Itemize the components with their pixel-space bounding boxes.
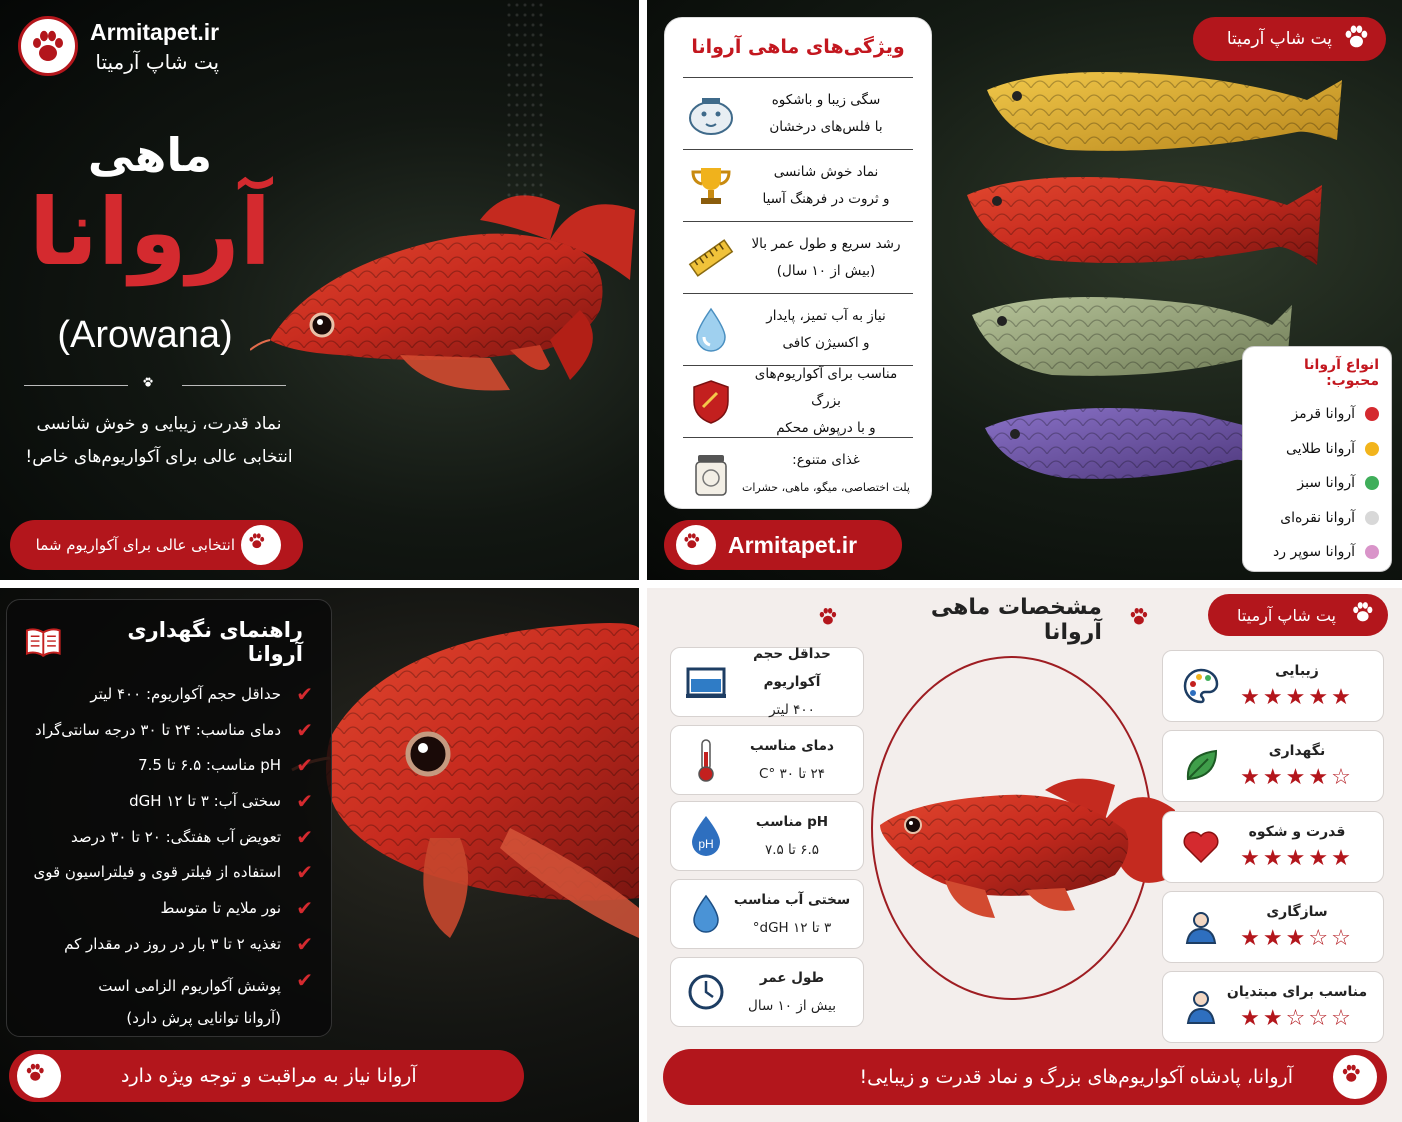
color-dot xyxy=(1365,442,1379,456)
specs-panel xyxy=(647,588,1402,1122)
ph-drop-icon xyxy=(681,814,731,858)
feature-line-1: نماد خوش شانسی xyxy=(773,163,879,180)
features-title: ویژگی‌های ماهی آروانا xyxy=(683,36,913,78)
guide-item-text: پوشش آکواریوم الزامی است xyxy=(98,976,281,995)
color-dot xyxy=(1365,511,1379,525)
color-dot xyxy=(1365,476,1379,490)
rating-label: قدرت و شکوه xyxy=(1248,823,1346,840)
palette-icon xyxy=(1177,667,1225,705)
guide-item-note: (آروانا توانایی پرش دارد) xyxy=(126,1008,281,1027)
care-pill-text: آروانا نیاز به مراقبت و توجه ویژه دارد xyxy=(121,1065,417,1087)
shop-name: پت شاپ آرمیتا xyxy=(1226,29,1332,49)
paw-icon xyxy=(817,605,846,635)
guide-item-text: تعویض آب هفتگی: ۲۰ تا ۳۰ درصد xyxy=(70,827,281,846)
spec-card xyxy=(670,879,864,949)
star-filled-icon: ★ xyxy=(1262,684,1286,710)
star-rating xyxy=(1225,846,1369,871)
feature-line-1: مناسب برای آکواریوم‌های بزرگ xyxy=(754,366,898,409)
title-latin: (Arowana) xyxy=(57,314,233,356)
heart-icon xyxy=(1177,830,1225,864)
feature-item xyxy=(683,366,913,438)
rating-card xyxy=(1162,730,1384,802)
shield-icon xyxy=(683,379,739,425)
aquarium-icon xyxy=(681,665,731,699)
star-empty-icon: ☆ xyxy=(1308,925,1332,951)
feature-line-2: با فلس‌های درخشان xyxy=(769,118,883,135)
variety-item xyxy=(1255,466,1379,501)
star-rating xyxy=(1225,765,1369,790)
book-icon xyxy=(25,627,62,657)
check-icon: ✔ xyxy=(296,824,313,849)
feature-item xyxy=(683,294,913,366)
shop-pill[interactable] xyxy=(1193,17,1386,61)
paw-icon xyxy=(1342,22,1376,56)
check-icon: ✔ xyxy=(296,931,313,956)
varieties-title: انواع آروانا محبوب: xyxy=(1304,357,1379,389)
feature-line-2: و با درپوش محکم xyxy=(776,420,876,436)
water-hardness-icon xyxy=(681,894,731,934)
feature-line-1: غذای متنوع: xyxy=(792,452,860,468)
water-drop-icon xyxy=(683,307,739,353)
cta-pill[interactable] xyxy=(10,520,303,570)
star-filled-icon: ★ xyxy=(1331,684,1354,710)
feature-line-1: نیاز به آب تمیز، پایدار xyxy=(766,307,886,324)
feature-item xyxy=(683,438,913,510)
star-filled-icon: ★ xyxy=(1285,764,1309,790)
guide-item xyxy=(25,717,313,756)
ruler-icon xyxy=(683,235,739,281)
bubbles-decoration xyxy=(505,0,545,200)
feature-item xyxy=(683,222,913,294)
shop-name: پت شاپ آرمیتا xyxy=(95,49,220,74)
fish-scale-icon xyxy=(683,92,739,136)
feature-line-2: و اکسیژن کافی xyxy=(782,334,870,351)
arowana-fish-image xyxy=(250,180,639,410)
guide-item-text: تغذیه ۲ تا ۳ بار در روز در مقدار کم xyxy=(64,934,281,953)
star-filled-icon: ★ xyxy=(1240,684,1263,710)
guide-item xyxy=(25,967,313,1030)
guide-item-text: حداقل حجم آکواریوم: ۴۰۰ لیتر xyxy=(90,685,281,703)
paw-icon xyxy=(17,1054,61,1098)
rating-label: زیبایی xyxy=(1275,662,1319,679)
guide-item-text: نور ملایم تا متوسط xyxy=(160,899,281,918)
feature-line-2: پلت اختصاصی، میگو، ماهی، حشرات xyxy=(742,481,910,494)
color-dot xyxy=(1365,545,1379,559)
guide-item-text: دمای مناسب: ۲۴ تا ۳۰ درجه سانتی‌گراد xyxy=(35,720,281,739)
star-filled-icon: ★ xyxy=(1240,845,1263,871)
care-guide-card xyxy=(6,599,332,1037)
spec-label: طول عمر xyxy=(759,970,825,986)
check-icon: ✔ xyxy=(296,753,313,778)
care-pill[interactable] xyxy=(9,1050,524,1102)
star-filled-icon: ★ xyxy=(1331,845,1354,871)
thermometer-icon xyxy=(681,738,731,782)
slogan-pill[interactable] xyxy=(663,1049,1387,1105)
star-rating xyxy=(1225,1006,1369,1031)
features-panel xyxy=(647,0,1402,580)
star-filled-icon: ★ xyxy=(1262,845,1286,871)
svg-text:pH: pH xyxy=(698,837,714,851)
title-small: ماهی xyxy=(87,128,213,182)
spec-value: ۳ تا ۱۲ dGH° xyxy=(752,920,832,936)
rating-card xyxy=(1162,650,1384,722)
star-filled-icon: ★ xyxy=(1308,764,1332,790)
guide-item xyxy=(25,862,313,898)
spec-card xyxy=(670,647,864,717)
specs-header xyxy=(817,595,1157,645)
variety-name: آروانا سوپر رد xyxy=(1273,544,1355,561)
spec-label: pH مناسب xyxy=(755,814,829,830)
rating-label: مناسب برای مبتدیان xyxy=(1226,983,1368,1000)
feature-line-2: (بیش از ۱۰ سال) xyxy=(776,262,876,279)
rating-label: نگهداری xyxy=(1268,742,1326,759)
spec-value: ۶.۵ تا ۷.۵ xyxy=(764,842,820,858)
variety-name: آروانا قرمز xyxy=(1291,406,1355,423)
guide-item-text: استفاده از فیلتر قوی و فیلتراسیون قوی xyxy=(33,863,281,882)
feature-line-1: رشد سریع و طول عمر بالا xyxy=(751,235,901,252)
variety-item xyxy=(1255,432,1379,467)
hero-panel xyxy=(0,0,639,580)
food-jar-icon xyxy=(683,451,739,497)
spec-card xyxy=(670,725,864,795)
tagline-line-2: انتخابی عالی برای آکواریوم‌های خاص! xyxy=(25,447,293,467)
star-empty-icon: ☆ xyxy=(1331,764,1354,790)
cta-text: انتخابی عالی برای آکواریوم شما xyxy=(35,536,235,554)
spec-label: دمای مناسب xyxy=(750,738,834,754)
star-filled-icon: ★ xyxy=(1285,925,1309,951)
site-pill[interactable] xyxy=(664,520,902,570)
guide-item xyxy=(25,824,313,863)
guide-item xyxy=(25,684,313,720)
spec-label: سختی آب مناسب xyxy=(733,892,851,908)
arowana-closeup-image xyxy=(290,608,639,992)
group-icon xyxy=(1177,909,1225,945)
check-icon: ✔ xyxy=(296,896,313,921)
star-filled-icon: ★ xyxy=(1262,764,1286,790)
spec-value: ۴۰۰ لیتر xyxy=(769,702,815,718)
guide-item xyxy=(25,791,313,827)
paw-logo-icon xyxy=(18,16,78,76)
variety-item xyxy=(1255,501,1379,536)
star-filled-icon: ★ xyxy=(1262,925,1286,951)
arowana-fish-image xyxy=(875,770,1175,920)
star-rating xyxy=(1225,926,1369,951)
spec-card xyxy=(670,801,864,871)
variety-name: آروانا نقره‌ای xyxy=(1280,509,1355,526)
variety-item xyxy=(1255,535,1379,570)
site-url: Armitapet.ir xyxy=(90,18,220,45)
spec-label: حداقل حجم آکواریوم xyxy=(753,646,831,690)
guide-item-text: سختی آب: ۳ تا ۱۲ dGH xyxy=(129,792,281,811)
brand-logo[interactable] xyxy=(18,16,219,76)
star-empty-icon: ☆ xyxy=(1331,1005,1354,1031)
star-empty-icon: ☆ xyxy=(1308,1005,1332,1031)
star-filled-icon: ★ xyxy=(1240,764,1263,790)
trophy-icon xyxy=(683,164,739,208)
paw-icon xyxy=(142,376,164,398)
care-guide-panel xyxy=(0,588,639,1122)
star-filled-icon: ★ xyxy=(1262,1005,1286,1031)
star-rating xyxy=(1225,685,1369,710)
star-filled-icon: ★ xyxy=(1285,684,1309,710)
check-icon: ✔ xyxy=(296,682,313,706)
variety-name: آروانا طلایی xyxy=(1286,440,1355,457)
paw-icon xyxy=(241,525,281,565)
rating-card xyxy=(1162,971,1384,1043)
specs-title: مشخصات ماهی آروانا xyxy=(930,595,1102,645)
feature-line-2: و ثروت در فرهنگ آسیا xyxy=(762,190,890,207)
spec-card xyxy=(670,957,864,1027)
variety-item xyxy=(1255,397,1379,432)
paw-icon xyxy=(1128,605,1157,635)
color-dot xyxy=(1365,407,1379,421)
rating-card xyxy=(1162,891,1384,963)
variety-name: آروانا سبز xyxy=(1297,475,1355,492)
features-card xyxy=(664,17,932,509)
feature-line-1: سگی زیبا و باشکوه xyxy=(771,91,881,108)
star-filled-icon: ★ xyxy=(1308,684,1332,710)
guide-item-text: pH مناسب: ۶.۵ تا 7.5 xyxy=(138,756,281,775)
guide-header xyxy=(25,618,313,666)
shop-name: پت شاپ آرمیتا xyxy=(1237,605,1336,625)
slogan-text: آروانا، پادشاه آکواریوم‌های بزرگ و نماد قدرت و زیبایی! xyxy=(859,1066,1293,1088)
guide-item xyxy=(25,898,313,934)
tagline-line-1: نماد قدرت، زیبایی و خوش شانسی xyxy=(36,414,282,434)
star-empty-icon: ☆ xyxy=(1285,1005,1309,1031)
guide-item xyxy=(25,931,313,970)
leaf-icon xyxy=(1177,747,1225,785)
paw-icon xyxy=(1350,599,1382,631)
feature-item xyxy=(683,78,913,150)
check-icon: ✔ xyxy=(296,967,313,992)
divider xyxy=(24,376,286,396)
tagline xyxy=(14,408,304,474)
clock-icon xyxy=(681,973,731,1011)
spec-value: بیش از ۱۰ سال xyxy=(748,998,836,1014)
spec-value: ۲۴ تا ۳۰ °C xyxy=(759,766,825,782)
feature-item xyxy=(683,150,913,222)
star-filled-icon: ★ xyxy=(1240,1005,1263,1031)
shop-pill[interactable] xyxy=(1208,594,1388,636)
title-big: آروانا xyxy=(28,179,272,286)
star-filled-icon: ★ xyxy=(1240,925,1263,951)
rating-label: سازگاری xyxy=(1266,903,1328,920)
star-filled-icon: ★ xyxy=(1308,845,1332,871)
check-icon: ✔ xyxy=(296,789,313,814)
guide-title: راهنمای نگهداری آروانا xyxy=(127,618,303,666)
rating-card xyxy=(1162,811,1384,883)
check-icon: ✔ xyxy=(296,860,313,885)
guide-item xyxy=(25,755,313,791)
star-filled-icon: ★ xyxy=(1285,845,1309,871)
check-icon: ✔ xyxy=(296,717,313,742)
paw-icon xyxy=(676,525,716,565)
varieties-card xyxy=(1242,346,1392,572)
beginner-icon xyxy=(1177,989,1225,1025)
site-url: Armitapet.ir xyxy=(728,531,858,558)
star-empty-icon: ☆ xyxy=(1331,925,1354,951)
paw-icon xyxy=(1333,1055,1377,1099)
